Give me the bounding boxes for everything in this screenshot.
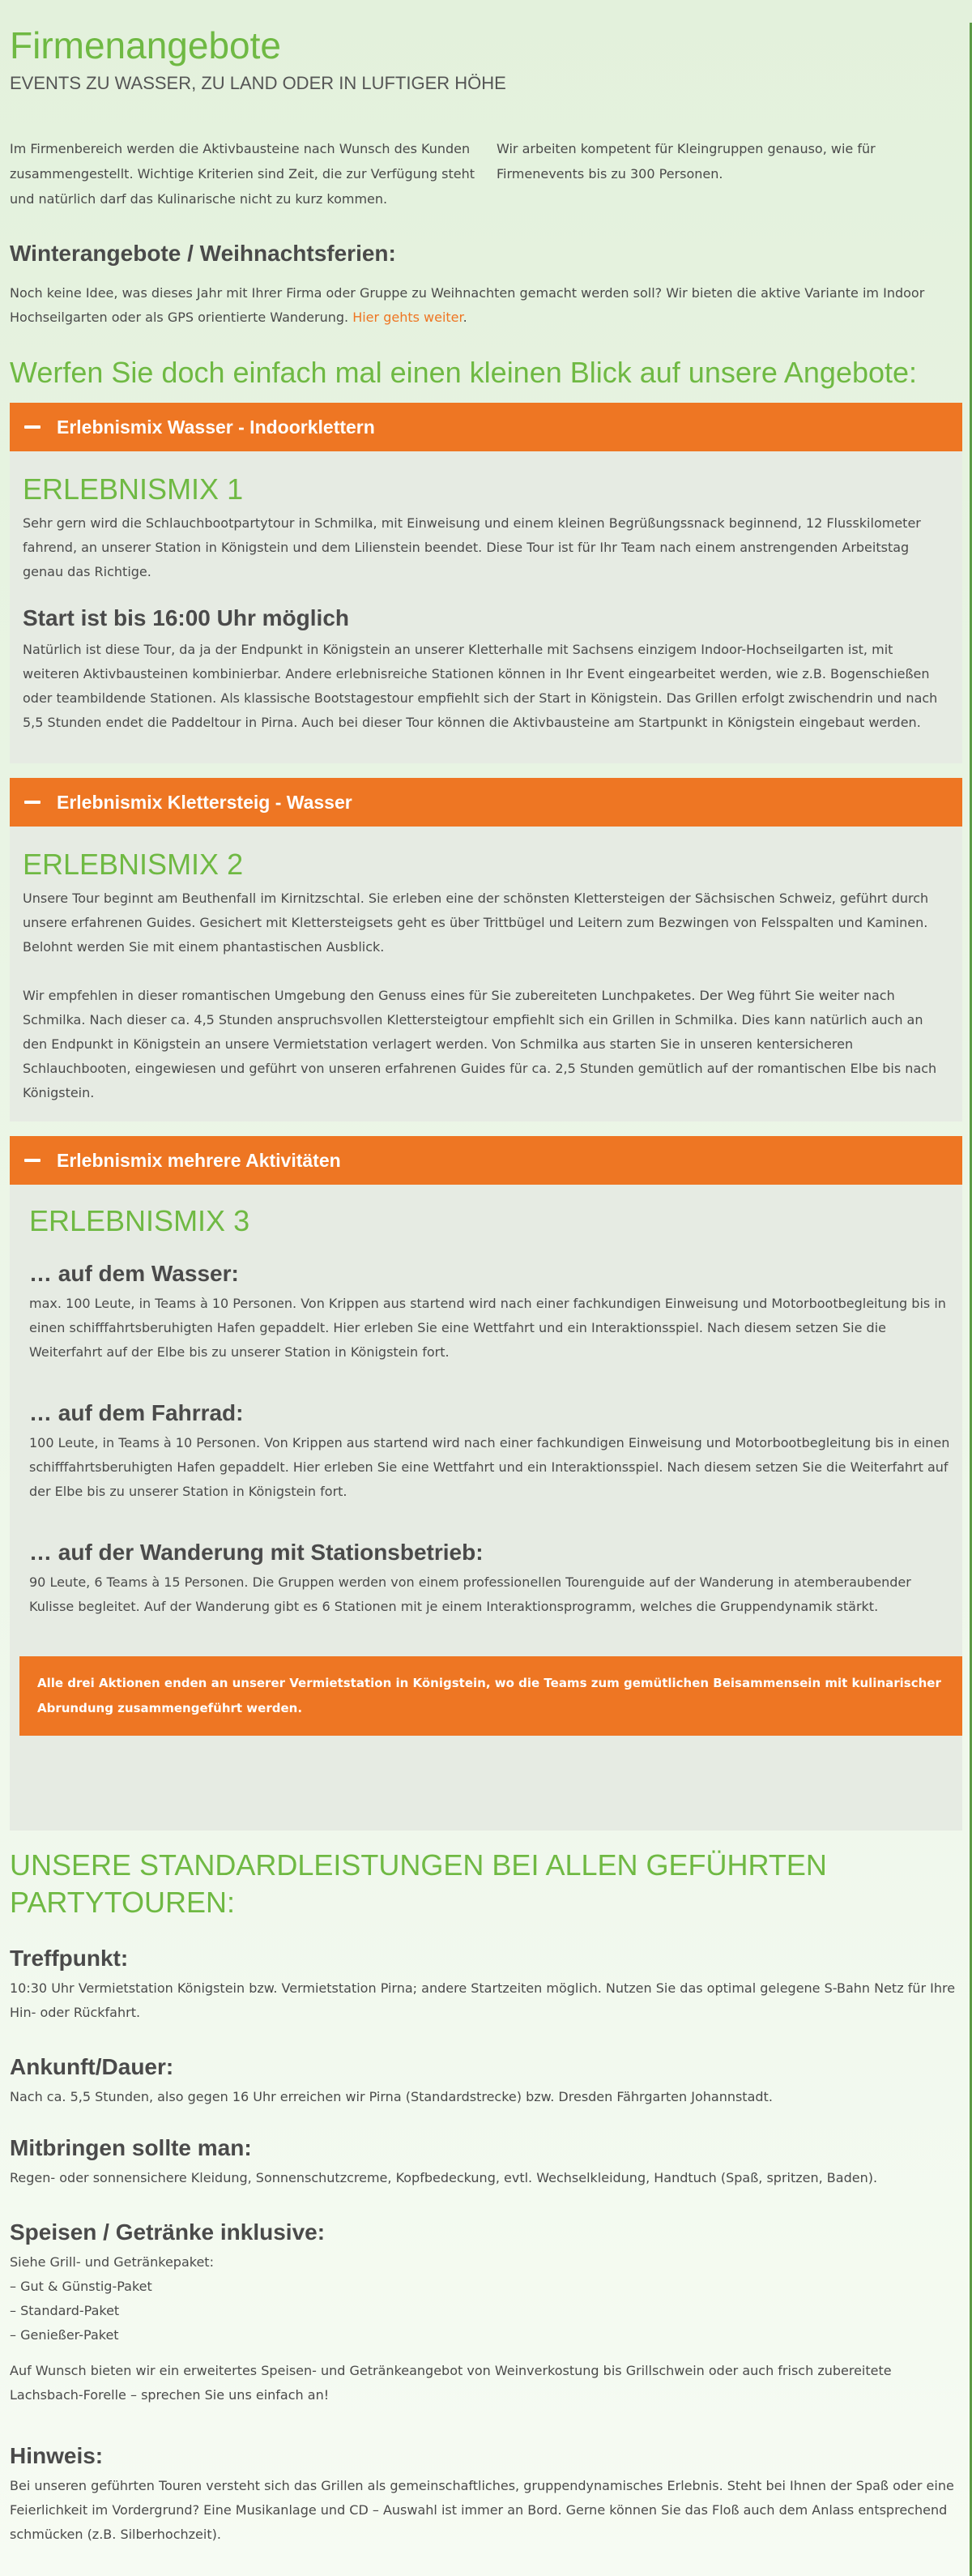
accordion-text: Wir empfehlen in dieser romantischen Umgebung den Genuss eines für Sie zubereiteten Lunchpaketes. Der Weg führt Sie weiter nach Schmilka. Nach dieser ca. 4,5 Stunden anspruchsvollen Klettersteigtour empfiehlt sich ein Grillen in Schmilka. Dies kann natürlich auch an den Endpunkt in Königstein an unsere Vermietstation verlagert werden. Von Schmilka aus starten Sie in unseren kentersicheren Schlauchbooten, eingewiesen und geführt von unseren erfahrenen Guides für ca. 2,5 Stunden gemütlich auf der romantischen Elbe bis nach Königstein. xyxy=(23,988,937,1100)
winter-text-body: Noch keine Idee, was dieses Jahr mit Ihrer Firma oder Gruppe zu Weihnachten gemacht werden soll? Wir bieten die aktive Variante im Indoor Hochseilgarten oder als GPS orientierte Wanderung. xyxy=(10,285,925,325)
winter-text-end: . xyxy=(463,310,467,325)
page xyxy=(0,23,972,2547)
collapse-minus-icon xyxy=(24,801,40,804)
accordion-header-2[interactable] xyxy=(10,778,962,827)
standard-heading: UNSERE STANDARDLEISTUNGEN BEI ALLEN GEFÜHRTEN PARTYTOUREN: xyxy=(10,1848,827,1919)
page-title: Firmenangebote xyxy=(10,24,281,66)
accordion-header-3[interactable] xyxy=(10,1136,962,1185)
speisen-text: Auf Wunsch bieten wir ein erweitertes Speisen- und Getränkeangebot von Weinverkostung bis Grillschwein oder auch frisch zubereitete Lachsbach-Forelle – sprechen Sie uns einfach an! xyxy=(10,2363,892,2403)
accordion-title: ERLEBNISMIX 2 xyxy=(23,848,244,881)
hinweis-heading: Hinweis: xyxy=(10,2443,104,2468)
accordion-header-label: Erlebnismix Klettersteig - Wasser xyxy=(57,791,352,813)
page-subtitle: EVENTS ZU WASSER, ZU LAND ODER IN LUFTIGER HÖHE xyxy=(10,73,506,93)
mitbringen-text: Regen- oder sonnensichere Kleidung, Sonnenschutzcreme, Kopfbedeckung, evtl. Wechselkleidung, Handtuch (Spaß, spritzen, Baden). xyxy=(10,2170,878,2185)
standard-section xyxy=(10,1847,962,2547)
treffpunkt-text: 10:30 Uhr Vermietstation Königstein bzw. Vermietstation Pirna; andere Startzeiten möglich. Nutzen Sie das optimal gelegene S-Bahn Netz für Ihre Hin- oder Rückfahrt. xyxy=(10,1980,956,2020)
accordion-header-label: Erlebnismix mehrere Aktivitäten xyxy=(57,1149,341,1171)
callout-box: Alle drei Aktionen enden an unserer Vermietstation in Königstein, wo die Teams zum gemütlichen Beisammensein mit kulinarischer Abrundung zusammengeführt werden. xyxy=(19,1656,962,1736)
accordion-body-1 xyxy=(10,471,962,735)
speisen-heading: Speisen / Getränke inklusive: xyxy=(10,2219,326,2245)
accordion-item-3 xyxy=(10,1136,962,1831)
intro-left-text: Im Firmenbereich werden die Aktivbausteine nach Wunsch des Kunden zusammengestellt. Wichtige Kriterien sind Zeit, die zur Verfügung steht und natürlich darf das Kulinarische nicht zu kurz kommen. xyxy=(10,141,475,207)
accordion-text: Unsere Tour beginnt am Beuthenfall im Kirnitzschtal. Sie erleben eine der schönsten Klettersteigen der Sächsischen Schweiz, geführt durch unsere erfahrenen Guides. Gesichert mit Klettersteigsets geht es über Trittbügel und Leitern zum Bezwingen von Felsspalten und Kaminen. Belohnt werden Sie mit einem phantastischen Ausblick. xyxy=(23,891,929,955)
speisen-line: – Genießer-Paket xyxy=(10,2327,119,2343)
accordion-body-2 xyxy=(10,846,962,1105)
accordion-item-2 xyxy=(10,778,962,1121)
section-heading: … auf der Wanderung mit Stationsbetrieb: xyxy=(29,1540,484,1565)
accordion-header-label: Erlebnismix Wasser - Indoorklettern xyxy=(57,416,375,438)
speisen-line: – Standard-Paket xyxy=(10,2303,120,2318)
winter-more-link[interactable]: Hier gehts weiter xyxy=(352,310,463,325)
section-text: 100 Leute, in Teams à 10 Personen. Von Krippen aus startend wird nach einer fachkundigen Einweisung und Motorbootbegleitung bis in einen schifffahrtsberuhigten Hafen gepaddelt. Hier erleben Sie eine Wettfahrt und ein Interaktionsspiel. Nach diesem setzen Sie die Weiterfahrt auf der Elbe bis zu unserer Station in Königstein fort. xyxy=(29,1435,950,1499)
treffpunkt-heading: Treffpunkt: xyxy=(10,1946,129,1971)
mitbringen-heading: Mitbringen sollte man: xyxy=(10,2135,252,2160)
accordion-subheading: Start ist bis 16:00 Uhr möglich xyxy=(23,605,349,630)
section-heading: … auf dem Wasser: xyxy=(29,1261,239,1286)
speisen-line: Siehe Grill- und Getränkepaket: xyxy=(10,2254,214,2270)
accordion-item-1 xyxy=(10,403,962,763)
hinweis-text: Bei unseren geführten Touren versteht sich das Grillen als gemeinschaftliches, gruppendynamisches Erlebnis. Steht bei Ihnen der Spaß oder eine Feierlichkeit im Vordergrund? Eine Musikanlage und CD – Auswahl ist immer an Bord. Gerne können Sie das Floß auch dem Anlass entsprechend schmücken (z.B. Silberhochzeit). xyxy=(10,2478,954,2542)
accordion-text: Natürlich ist diese Tour, da ja der Endpunkt in Königstein an unserer Kletterhalle mit Sachsens einzigem Indoor-Hochseilgarten ist, mit weiteren Aktivbausteinen kombinierbar. Andere erlebnisreiche Stationen können in Ihr Event eingearbeitet werden, wie z.B. Bogenschießen oder teambildende Stationen. Als klassische Bootstagestour empfiehlt sich der Start in Königstein. Das Grillen erfolgt zwischendrin und nach 5,5 Stunden endet die Paddeltour in Pirna. Auch bei dieser Tour können die Aktivbausteine am Startpunkt in Königstein eingebaut werden. xyxy=(23,642,938,730)
collapse-minus-icon xyxy=(24,425,40,429)
winter-text xyxy=(10,281,962,330)
ankunft-text: Nach ca. 5,5 Stunden, also gegen 16 Uhr erreichen wir Pirna (Standardstrecke) bzw. Dresden Fährgarten Johannstadt. xyxy=(10,2089,773,2104)
accordion-header-1[interactable] xyxy=(10,403,962,451)
ankunft-heading: Ankunft/Dauer: xyxy=(10,2054,174,2079)
offers-heading: Werfen Sie doch einfach mal einen kleinen Blick auf unsere Angebote: xyxy=(10,356,918,389)
section-text: max. 100 Leute, in Teams à 10 Personen. Von Krippen aus startend wird nach einer fachkundigen Einweisung und Motorbootbegleitung bis in einen schifffahrtsberuhigten Hafen gepaddelt. Hier erleben Sie eine Wettfahrt und ein Interaktionsspiel. Nach diesem setzen Sie die Weiterfahrt auf der Elbe bis zu unserer Station in Königstein fort. xyxy=(29,1296,946,1360)
accordion-title: ERLEBNISMIX 1 xyxy=(23,472,244,506)
speisen-line: – Gut & Günstig-Paket xyxy=(10,2279,152,2294)
section-heading: … auf dem Fahrrad: xyxy=(29,1400,244,1425)
section-text: 90 Leute, 6 Teams à 15 Personen. Die Gruppen werden von einem professionellen Tourenguide auf der Wanderung in atemberaubender Kulisse begleitet. Auf der Wanderung gibt es 6 Stationen mit je einem Interaktionsprogramm, welches die Gruppendynamik stärkt. xyxy=(29,1574,911,1614)
accordion-title: ERLEBNISMIX 3 xyxy=(29,1204,250,1237)
accordion-body-3 xyxy=(10,1203,962,1736)
collapse-minus-icon xyxy=(24,1159,40,1162)
accordion-text: Sehr gern wird die Schlauchbootpartytour in Schmilka, mit Einweisung und einem kleinen Begrüßungssnack beginnend, 12 Flusskilometer fahrend, an unserer Station in Königstein und dem Lilienstein beendet. Diese Tour ist für Ihr Team nach einem anstrengenden Arbeitstag genau das Richtige. xyxy=(23,515,921,579)
winter-heading: Winterangebote / Weihnachtsferien: xyxy=(10,241,396,266)
intro-columns xyxy=(10,136,962,211)
intro-right-text: Wir arbeiten kompetent für Kleingruppen genauso, wie für Firmenevents bis zu 300 Personen. xyxy=(497,141,876,182)
